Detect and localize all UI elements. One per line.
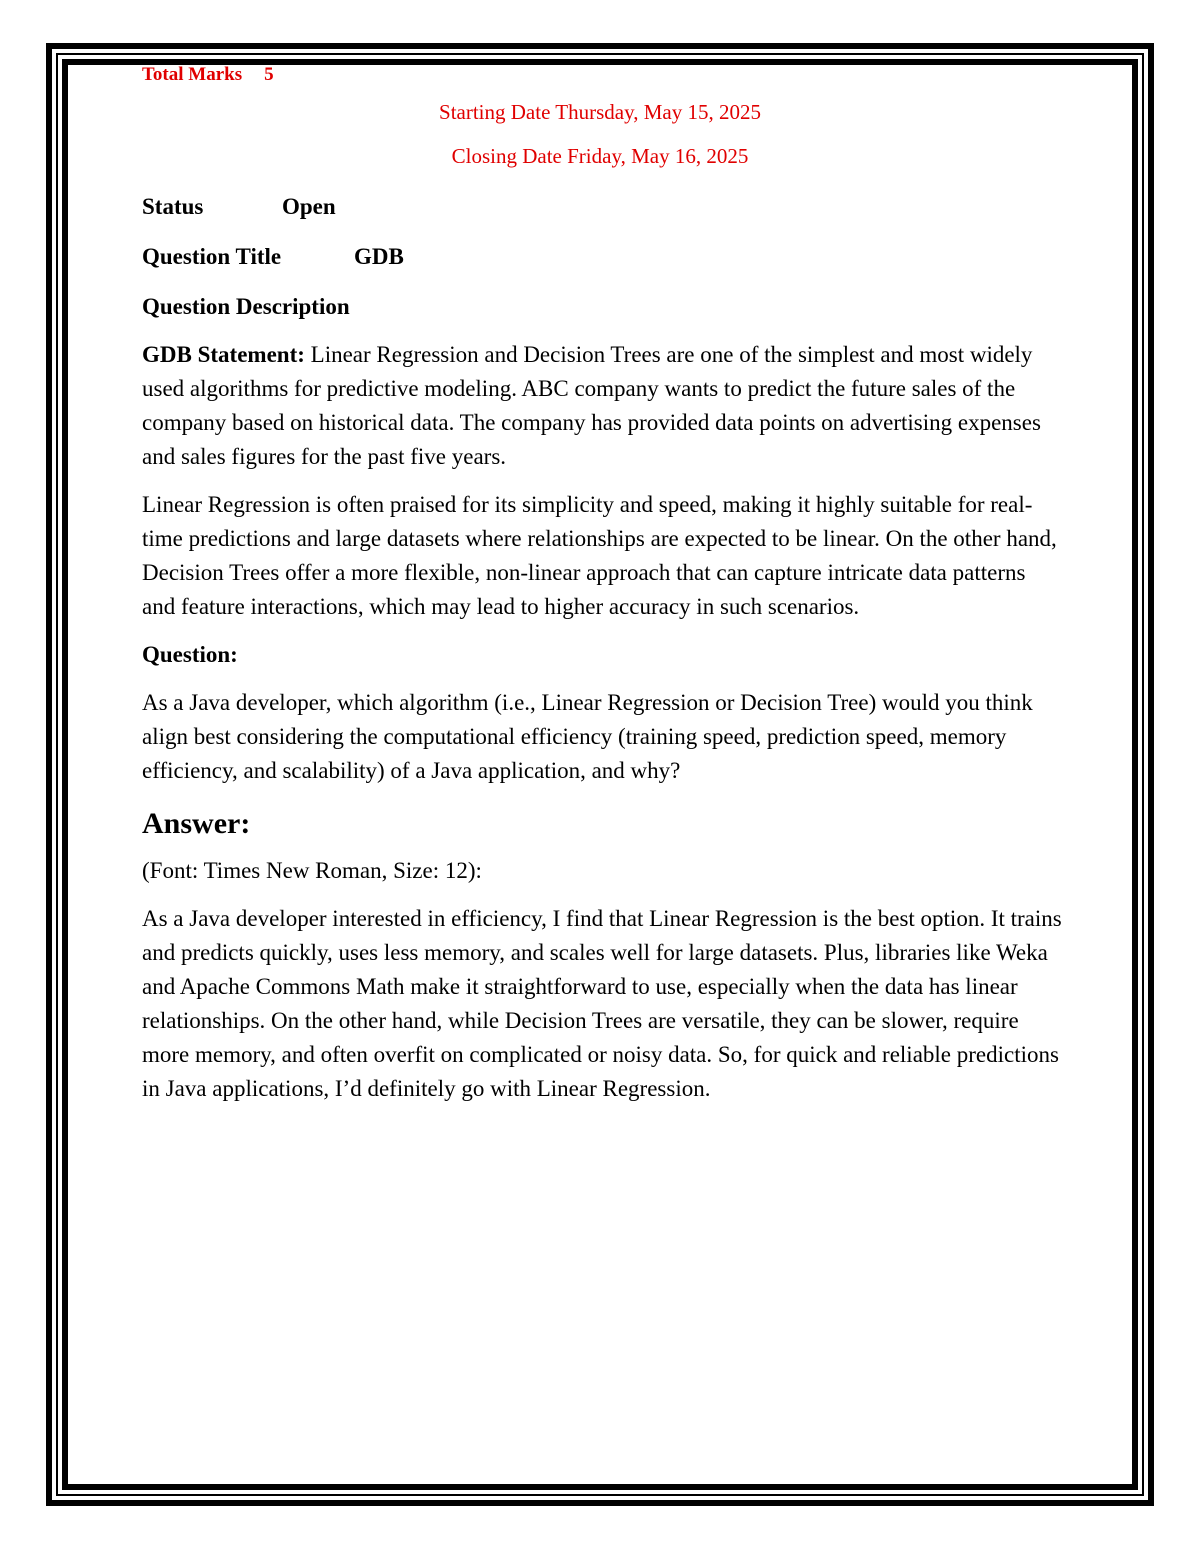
- starting-date: Starting Date Thursday, May 15, 2025: [439, 100, 761, 124]
- question-text: As a Java developer, which algorithm (i.e., Linear Regression or Decision Tree) would you think align best considering the computational efficiency (training speed, prediction speed, memory efficiency, and scalability) of a Java application, and why?: [142, 690, 1033, 783]
- question-label: Question:: [142, 642, 238, 667]
- total-marks-value: 5: [264, 64, 274, 85]
- total-marks-label: Total Marks: [142, 64, 243, 85]
- status-label: Status: [142, 194, 204, 219]
- answer-heading: Answer:: [142, 807, 251, 840]
- gdb-statement: [142, 338, 1062, 474]
- answer-text: As a Java developer interested in efficiency, I find that Linear Regression is the best option. It trains and predicts quickly, uses less memory, and scales well for large datasets. Plus, libraries like Weka and Apache Commons Math make it straightforward to use, especially when the data has linear relationships. On the other hand, while Decision Trees are versatile, they can be slower, require more memory, and often overfit on complicated or noisy data. So, for quick and reliable predictions in Java applications, I’d definitely go with Linear Regression.: [142, 906, 1062, 1101]
- paragraph-2: Linear Regression is often praised for its simplicity and speed, making it highly suitable for real-time predictions and large datasets where relationships are expected to be linear. On the other hand, Decision Trees offer a more flexible, non-linear approach that can capture intricate data patterns and feature interactions, which may lead to higher accuracy in such scenarios.: [142, 492, 1057, 619]
- status-row: [142, 182, 1062, 232]
- gdb-statement-text: Linear Regression and Decision Trees are one of the simplest and most widely used algorithms for predictive modeling. ABC company wants to predict the future sales of the company based on historical data. The company has provided data points on advertising expenses and sales figures for the past five years.: [142, 342, 1041, 469]
- document-content: [142, 60, 1062, 1120]
- total-marks: [142, 60, 1062, 90]
- question-title-label: Question Title: [142, 244, 282, 269]
- question-title-value: GDB: [354, 244, 404, 269]
- font-note: (Font: Times New Roman, Size: 12):: [142, 858, 482, 883]
- gdb-statement-label: GDB Statement:: [142, 342, 305, 367]
- status-value: Open: [282, 194, 336, 219]
- question-title-row: [142, 232, 1062, 282]
- question-description-label: Question Description: [142, 294, 350, 319]
- closing-date: Closing Date Friday, May 16, 2025: [451, 144, 749, 168]
